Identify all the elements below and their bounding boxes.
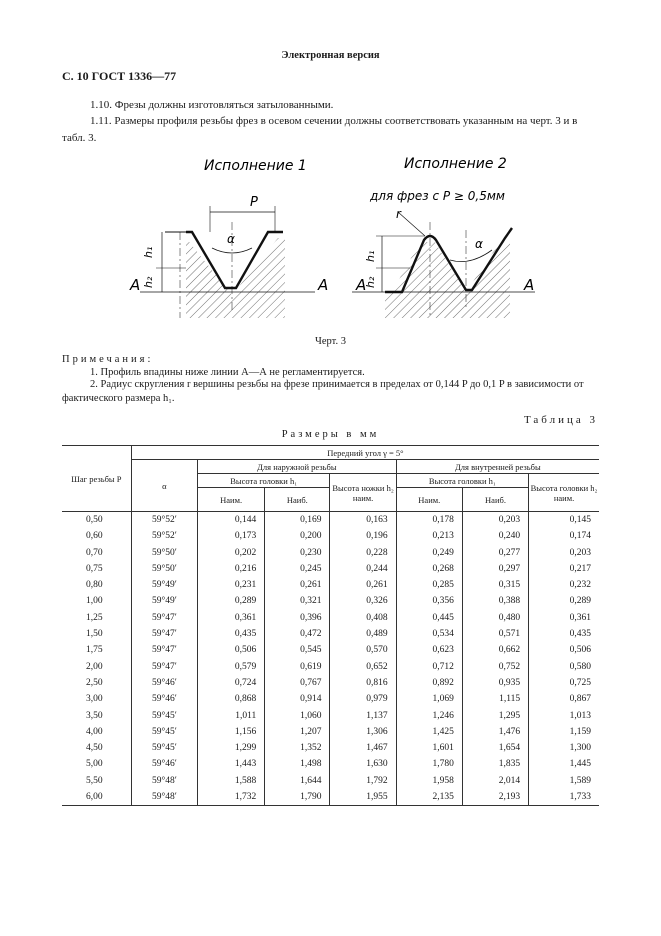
table-cell: 0,388 <box>462 593 528 609</box>
table-row <box>62 593 599 609</box>
table-row <box>62 789 599 806</box>
label-a-left-2: A <box>356 276 367 294</box>
table-cell: 5,50 <box>62 773 131 789</box>
table-cell: 0,652 <box>330 659 396 675</box>
table-row <box>62 659 599 675</box>
table-cell: 0,277 <box>462 545 528 561</box>
table-cell: 59°47′ <box>131 659 197 675</box>
table-cell: 2,193 <box>462 789 528 806</box>
table-cell: 59°52′ <box>131 528 197 544</box>
table-cell: 0,356 <box>396 593 462 609</box>
table-cell: 0,472 <box>265 626 330 642</box>
pitch-label-1: P <box>250 195 258 210</box>
table-cell: 1,156 <box>198 724 265 740</box>
notes-title: Примечания: <box>62 354 154 365</box>
table-cell: 0,217 <box>529 561 599 577</box>
table-body <box>62 512 599 806</box>
table-cell: 0,70 <box>62 545 131 561</box>
header-alpha: α <box>131 460 197 512</box>
table-cell: 1,246 <box>396 708 462 724</box>
table-cell: 0,979 <box>330 691 396 707</box>
table-cell: 1,780 <box>396 756 462 772</box>
table-cell: 0,261 <box>330 577 396 593</box>
table-cell: 59°49′ <box>131 593 197 609</box>
header-pitch: Шаг резьбы P <box>62 446 131 512</box>
figure-caption: Черт. 3 <box>315 336 346 347</box>
table-cell: 1,00 <box>62 593 131 609</box>
table-cell: 1,498 <box>265 756 330 772</box>
table-cell: 0,240 <box>462 528 528 544</box>
table-cell: 0,545 <box>265 642 330 658</box>
table-cell: 1,443 <box>198 756 265 772</box>
table-cell: 0,213 <box>396 528 462 544</box>
table-cell: 0,506 <box>529 642 599 658</box>
header-min-int: Наим. <box>396 488 462 512</box>
table-cell: 2,50 <box>62 675 131 691</box>
table-cell: 59°48′ <box>131 773 197 789</box>
table-cell: 1,115 <box>462 691 528 707</box>
header-max-int: Наиб. <box>462 488 528 512</box>
table-cell: 0,935 <box>462 675 528 691</box>
table-cell: 5,00 <box>62 756 131 772</box>
table-cell: 3,00 <box>62 691 131 707</box>
table-cell: 1,445 <box>529 756 599 772</box>
table-cell: 1,75 <box>62 642 131 658</box>
table-cell: 0,725 <box>529 675 599 691</box>
header-rake-angle: Передний угол γ = 5° <box>131 446 599 460</box>
h2-label-2: h₂ <box>364 276 377 288</box>
variant-2-note: для фрез с P ≥ 0,5мм <box>370 189 505 203</box>
table-cell: 59°45′ <box>131 724 197 740</box>
table-cell: 1,467 <box>330 740 396 756</box>
table-row <box>62 610 599 626</box>
table-cell: 1,137 <box>330 708 396 724</box>
table-cell: 59°47′ <box>131 610 197 626</box>
table-row <box>62 561 599 577</box>
table-cell: 0,315 <box>462 577 528 593</box>
table-cell: 0,261 <box>265 577 330 593</box>
table-cell: 0,571 <box>462 626 528 642</box>
note-2: 2. Радиус скругления r вершины резьбы на фрезе принимается в пределах от 0,144 P до 0,1 P в зависимости от фактического размера h₁. <box>62 379 584 404</box>
table-cell: 0,245 <box>265 561 330 577</box>
table-row <box>62 545 599 561</box>
table-cell: 2,135 <box>396 789 462 806</box>
table-cell: 0,361 <box>529 610 599 626</box>
table-cell: 0,724 <box>198 675 265 691</box>
label-a-right-2: A <box>524 276 535 294</box>
table-cell: 0,712 <box>396 659 462 675</box>
table-cell: 1,011 <box>198 708 265 724</box>
label-a-right-1: A <box>318 276 329 294</box>
table-cell: 0,289 <box>198 593 265 609</box>
table-cell: 0,619 <box>265 659 330 675</box>
header-max-ext: Наиб. <box>265 488 330 512</box>
table-cell: 0,489 <box>330 626 396 642</box>
table-cell: 0,321 <box>265 593 330 609</box>
h2-label-1: h₂ <box>142 276 155 288</box>
table-cell: 1,601 <box>396 740 462 756</box>
header-min-ext: Наим. <box>198 488 265 512</box>
note-1: 1. Профиль впадины ниже линии А—А не регламентируется. <box>90 367 365 378</box>
table-cell: 0,173 <box>198 528 265 544</box>
table-cell: 0,752 <box>462 659 528 675</box>
table-cell: 0,408 <box>330 610 396 626</box>
table-cell: 0,396 <box>265 610 330 626</box>
alpha-label-2: α <box>475 237 483 251</box>
table-cell: 0,480 <box>462 610 528 626</box>
hatch-area-1 <box>186 238 285 318</box>
table-cell: 1,425 <box>396 724 462 740</box>
table-cell: 0,202 <box>198 545 265 561</box>
table-cell: 0,506 <box>198 642 265 658</box>
table-cell: 0,50 <box>62 512 131 529</box>
table-row <box>62 724 599 740</box>
table-cell: 0,232 <box>529 577 599 593</box>
table-cell: 0,285 <box>396 577 462 593</box>
table-cell: 59°49′ <box>131 577 197 593</box>
variant-1-label: Исполнение 1 <box>204 158 307 174</box>
table-cell: 0,268 <box>396 561 462 577</box>
table-cell: 0,174 <box>529 528 599 544</box>
table-cell: 1,300 <box>529 740 599 756</box>
table-cell: 1,352 <box>265 740 330 756</box>
table-cell: 1,299 <box>198 740 265 756</box>
table-cell: 0,144 <box>198 512 265 529</box>
table-cell: 59°48′ <box>131 789 197 806</box>
thread-profile-drawing <box>120 150 550 335</box>
h1-label-1: h₁ <box>142 246 155 258</box>
table-cell: 0,203 <box>529 545 599 561</box>
table-row <box>62 626 599 642</box>
table-cell: 0,892 <box>396 675 462 691</box>
table-cell: 59°46′ <box>131 756 197 772</box>
table-cell: 0,623 <box>396 642 462 658</box>
table-row <box>62 773 599 789</box>
table-cell: 1,790 <box>265 789 330 806</box>
table-cell: 0,249 <box>396 545 462 561</box>
table-cell: 0,163 <box>330 512 396 529</box>
table-cell: 0,570 <box>330 642 396 658</box>
table-cell: 1,630 <box>330 756 396 772</box>
table-cell: 1,060 <box>265 708 330 724</box>
table-cell: 1,306 <box>330 724 396 740</box>
table-row <box>62 756 599 772</box>
table-cell: 0,534 <box>396 626 462 642</box>
header-external: Для наружной резьбы <box>198 460 397 474</box>
table-row <box>62 708 599 724</box>
variant-2-label: Исполнение 2 <box>404 156 507 172</box>
table-cell: 0,868 <box>198 691 265 707</box>
table-cell: 0,289 <box>529 593 599 609</box>
table-cell: 1,732 <box>198 789 265 806</box>
thread-dimensions-table <box>62 445 599 806</box>
table-cell: 59°46′ <box>131 675 197 691</box>
header-head-height-ext: Высота головки h₁ <box>198 474 330 488</box>
table-cell: 4,00 <box>62 724 131 740</box>
table-cell: 0,230 <box>265 545 330 561</box>
h1-label-2: h₁ <box>364 250 377 262</box>
table-cell: 2,00 <box>62 659 131 675</box>
table-cell: 0,816 <box>330 675 396 691</box>
table-cell: 0,231 <box>198 577 265 593</box>
table-cell: 59°52′ <box>131 512 197 529</box>
table-cell: 4,50 <box>62 740 131 756</box>
table-cell: 59°47′ <box>131 642 197 658</box>
table-cell: 0,216 <box>198 561 265 577</box>
table-cell: 1,50 <box>62 626 131 642</box>
table-cell: 0,244 <box>330 561 396 577</box>
table-cell: 0,326 <box>330 593 396 609</box>
table-row <box>62 528 599 544</box>
radius-label: r <box>396 207 401 221</box>
table-cell: 59°47′ <box>131 626 197 642</box>
table-cell: 0,867 <box>529 691 599 707</box>
table-cell: 1,958 <box>396 773 462 789</box>
table-cell: 0,80 <box>62 577 131 593</box>
table-cell: 59°50′ <box>131 545 197 561</box>
table-cell: 0,767 <box>265 675 330 691</box>
table-cell: 1,295 <box>462 708 528 724</box>
table-cell: 1,013 <box>529 708 599 724</box>
header-height-h2-int: Высота головки h₂ наим. <box>529 474 599 512</box>
table-cell: 59°45′ <box>131 708 197 724</box>
table-cell: 0,228 <box>330 545 396 561</box>
table-cell: 1,654 <box>462 740 528 756</box>
table-cell: 1,25 <box>62 610 131 626</box>
table-cell: 0,297 <box>462 561 528 577</box>
table-cell: 1,588 <box>198 773 265 789</box>
table-cell: 0,662 <box>462 642 528 658</box>
page-reference: С. 10 ГОСТ 1336—77 <box>62 69 177 83</box>
header-foot-height-ext: Высота ножки h₂ наим. <box>330 474 396 512</box>
table-caption: Размеры в мм <box>281 429 380 440</box>
table-cell: 0,178 <box>396 512 462 529</box>
table-row <box>62 691 599 707</box>
table-cell: 0,435 <box>529 626 599 642</box>
table-row <box>62 675 599 691</box>
table-cell: 0,200 <box>265 528 330 544</box>
header-head-height-int: Высота головки h₁ <box>396 474 528 488</box>
table-row <box>62 577 599 593</box>
header-internal: Для внутренней резьбы <box>396 460 599 474</box>
table-cell: 1,733 <box>529 789 599 806</box>
table-cell: 0,145 <box>529 512 599 529</box>
table-cell: 2,014 <box>462 773 528 789</box>
paragraph-1-11: 1.11. Размеры профиля резьбы фрез в осевом сечении должны соответствовать указанным на черт. 3 и в табл. 3. <box>62 115 578 144</box>
table-cell: 0,203 <box>462 512 528 529</box>
table-row <box>62 642 599 658</box>
table-cell: 1,835 <box>462 756 528 772</box>
table-row <box>62 512 599 529</box>
table-row <box>62 740 599 756</box>
table-cell: 0,914 <box>265 691 330 707</box>
table-cell: 1,589 <box>529 773 599 789</box>
table-cell: 1,792 <box>330 773 396 789</box>
version-header: Электронная версия <box>281 50 380 61</box>
table-cell: 59°46′ <box>131 691 197 707</box>
alpha-label-1: α <box>227 232 235 246</box>
table-cell: 59°50′ <box>131 561 197 577</box>
paragraph-1-10: 1.10. Фрезы должны изготовляться затылованными. <box>90 99 334 111</box>
label-a-left-1: A <box>130 276 141 294</box>
table-cell: 0,579 <box>198 659 265 675</box>
table-cell: 0,60 <box>62 528 131 544</box>
table-cell: 1,207 <box>265 724 330 740</box>
table-cell: 1,476 <box>462 724 528 740</box>
table-cell: 0,169 <box>265 512 330 529</box>
table-cell: 1,069 <box>396 691 462 707</box>
table-cell: 0,361 <box>198 610 265 626</box>
table-cell: 3,50 <box>62 708 131 724</box>
table-cell: 1,159 <box>529 724 599 740</box>
table-cell: 0,580 <box>529 659 599 675</box>
table-label: Таблица 3 <box>523 414 598 426</box>
table-cell: 0,435 <box>198 626 265 642</box>
table-cell: 1,955 <box>330 789 396 806</box>
table-cell: 0,445 <box>396 610 462 626</box>
table-cell: 6,00 <box>62 789 131 806</box>
table-cell: 0,75 <box>62 561 131 577</box>
table-cell: 1,644 <box>265 773 330 789</box>
table-cell: 0,196 <box>330 528 396 544</box>
hatch-area-2 <box>385 242 510 318</box>
table-cell: 59°45′ <box>131 740 197 756</box>
